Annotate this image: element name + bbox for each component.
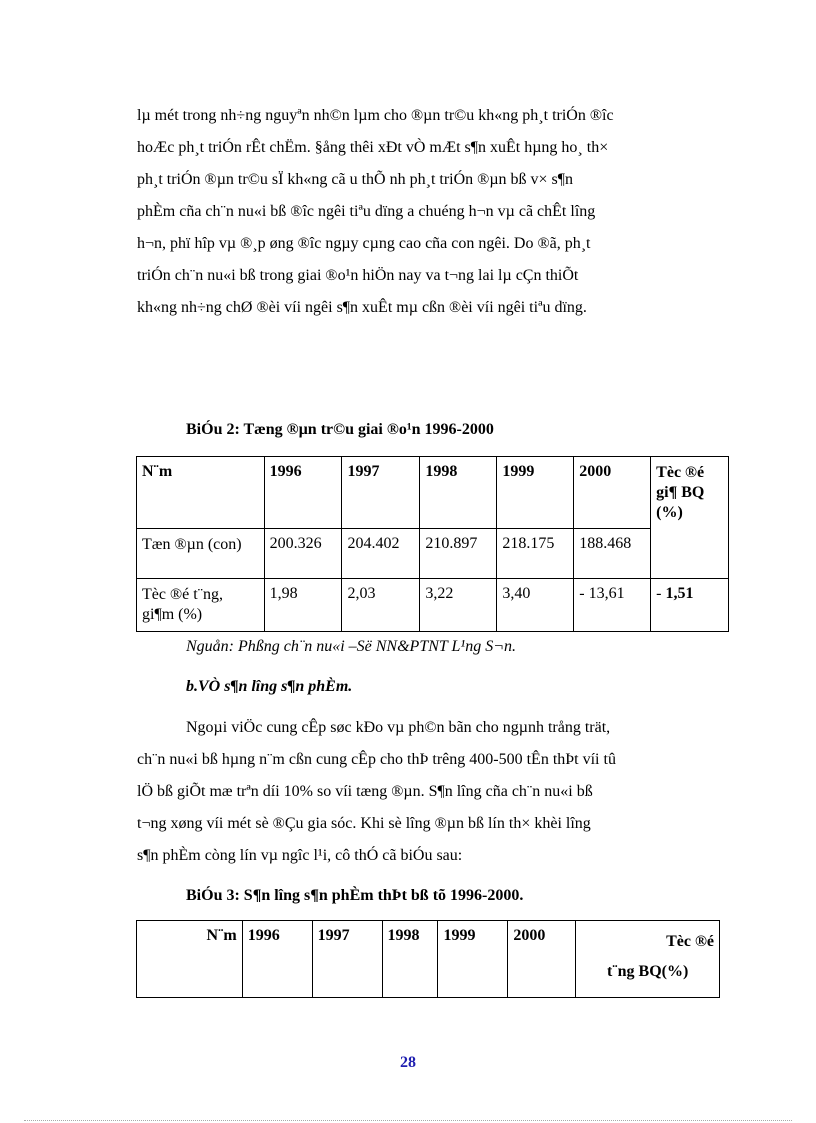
- row-label: Tæn ®µn (con): [137, 529, 265, 579]
- text-line: lÖ bß giÕt mæ trªn díi 10% so víi tæng ®µn. S¶n lîng cña ch¨n nu«i bß: [137, 783, 593, 800]
- header-cell: Tèc ®é gi¶ BQ (%): [651, 457, 729, 579]
- header-line: t¨ng BQ(%): [606, 963, 689, 980]
- table-cell: 210.897: [420, 529, 497, 579]
- text-line: triÓn ch¨n nu«i bß trong giai ®o¹n hiÖn nay va t¬ng lai lµ cÇn thiÕt: [137, 267, 579, 284]
- table-cell: [651, 579, 729, 632]
- text-line: Ngoµi viÖc cung cÊp søc kÐo vµ ph©n bãn cho ngµnh trång trät,: [186, 719, 611, 736]
- header-cell: [576, 921, 720, 998]
- header-cell: N¨m: [137, 457, 265, 529]
- header-cell: 1997: [342, 457, 420, 529]
- header-cell: 1998: [420, 457, 497, 529]
- text-line: hoÆc ph¸t triÓn rÊt chËm. §ång thêi xÐt vÒ mÆt s¶n xuÊt hµng ho¸ th×: [137, 139, 609, 156]
- minus-sign: -: [656, 585, 666, 602]
- text-line: lµ mét trong nh÷ng nguyªn nh©n lµm cho ®µn tr©u kh«ng ph¸t triÓn ®îc: [137, 107, 614, 124]
- table-row: [137, 579, 729, 632]
- text-line: ch¨n nu«i bß hµng n¨m cßn cung cÊp cho thÞ trêng 400-500 tÊn thÞt víi tû: [137, 751, 616, 768]
- text-line: kh«ng nh÷ng chØ ®èi víi ngêi s¶n xuÊt mµ cßn ®èi víi ngêi tiªu dïng.: [137, 299, 587, 316]
- header-cell: 1996: [264, 457, 342, 529]
- header-cell: 2000: [508, 921, 576, 998]
- table-cell: 1,98: [264, 579, 342, 632]
- header-cell: 1996: [242, 921, 312, 998]
- table2-caption: BiÓu 2: Tæng ®µn tr©u giai ®o¹n 1996-2000: [186, 421, 494, 438]
- table-cell: 3,40: [497, 579, 574, 632]
- header-cell: 1999: [438, 921, 508, 998]
- header-cell: 2000: [574, 457, 651, 529]
- table-cell: 204.402: [342, 529, 420, 579]
- section-heading: b.VÒ s¶n lîng s¶n phÈm.: [186, 678, 353, 695]
- table2-source: Nguån: Phßng ch¨n nu«i –Së NN&PTNT L¹ng S¬n.: [186, 638, 516, 655]
- table-cell: 2,03: [342, 579, 420, 632]
- text-line: h¬n, phï hîp vµ ®¸p øng ®îc ngµy cµng cao cña con ngêi. Do ®ã, ph¸t: [137, 235, 591, 252]
- text-line: s¶n phÈm còng lín vµ ngîc l¹i, cô thÓ cã biÓu sau:: [137, 847, 463, 864]
- text-line: phÈm cña ch¨n nu«i bß ®îc ngêi tiªu dïng a chuéng h¬n vµ cã chÊt lîng: [137, 203, 596, 220]
- page-number: 28: [400, 1054, 416, 1071]
- table-beef-output: [136, 920, 720, 998]
- avg-value: 1,51: [665, 585, 694, 602]
- header-cell: 1999: [497, 457, 574, 529]
- table3-caption: BiÓu 3: S¶n lîng s¶n phÈm thÞt bß tõ 1996-2000.: [186, 887, 524, 904]
- paragraph-products: [137, 712, 720, 872]
- table-buffalo-herd: [136, 456, 729, 632]
- table-cell: 200.326: [264, 529, 342, 579]
- footer-divider: [24, 1120, 792, 1121]
- header-line: Tèc ®é: [666, 933, 714, 950]
- text-line: ph¸t triÓn ®µn tr©u sÏ kh«ng cã u thÕ nh ph¸t triÓn ®µn bß v× s¶n: [137, 171, 574, 188]
- header-cell: N¨m: [137, 921, 243, 998]
- table-row: [137, 529, 729, 579]
- text-line: t¬ng xøng víi mét sè ®Çu gia sóc. Khi sè lîng ®µn bß lín th× khèi lîng: [137, 815, 591, 832]
- table-cell: - 13,61: [574, 579, 651, 632]
- row-label: Tèc ®é t¨ng, gi¶m (%): [137, 579, 265, 632]
- header-cell: 1997: [312, 921, 382, 998]
- table-header-row: [137, 921, 720, 998]
- table-cell: 218.175: [497, 529, 574, 579]
- table-header-row: [137, 457, 729, 529]
- header-cell: 1998: [382, 921, 438, 998]
- table-cell: 3,22: [420, 579, 497, 632]
- table-cell: 188.468: [574, 529, 651, 579]
- paragraph-intro: [137, 100, 720, 324]
